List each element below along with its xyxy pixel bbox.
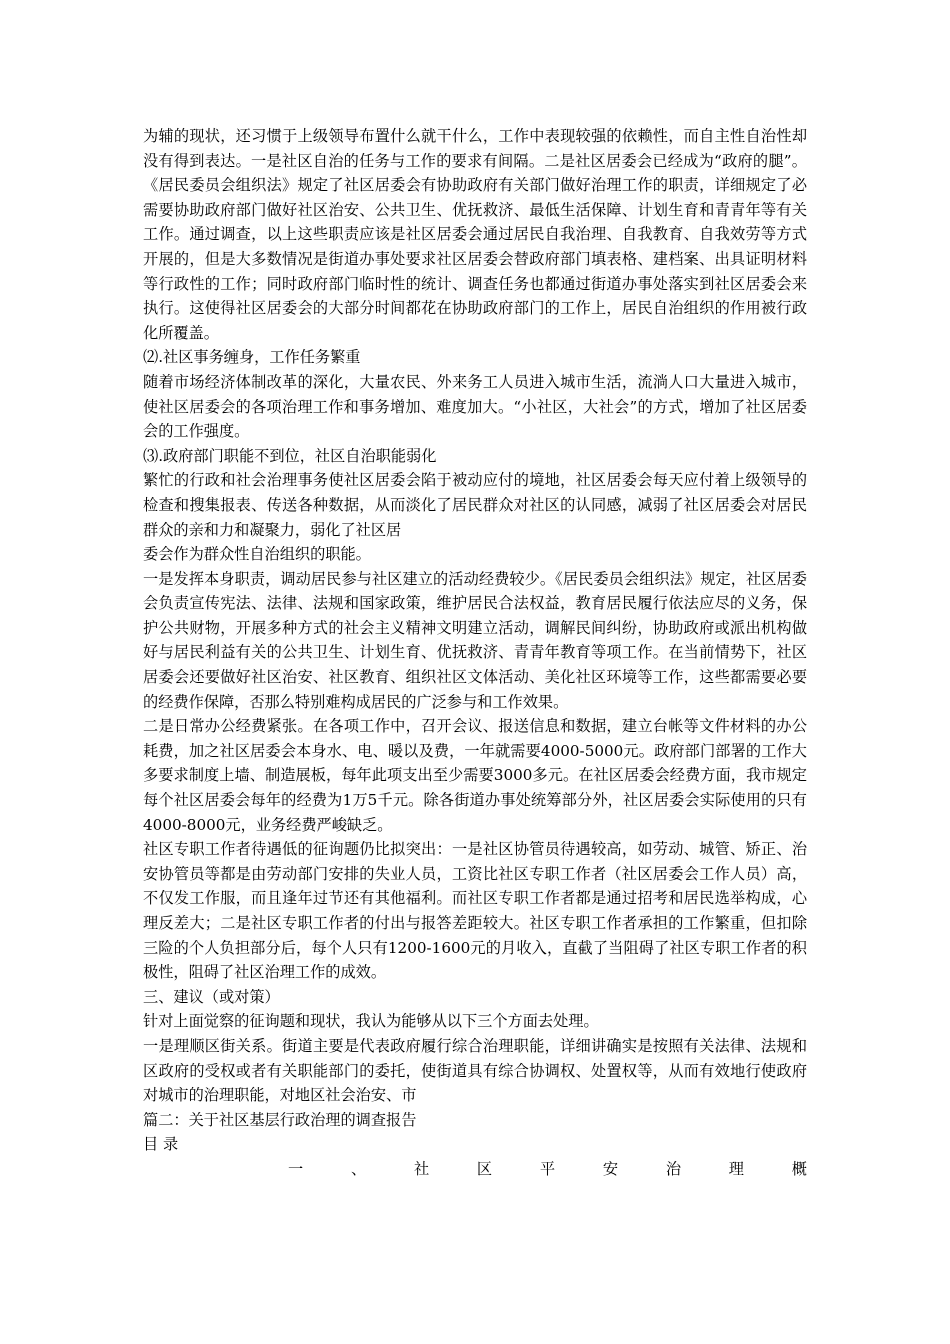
- toc-char: 治: [665, 1159, 681, 1178]
- toc-heading: 目 录: [143, 1135, 179, 1154]
- paragraph-continuation: 委会作为群众性自治组织的职能。: [143, 545, 371, 564]
- paragraph-intro: 为辅的现状，还习惯于上级领导布置什么就干什么，工作中表现较强的依赖性，而自主性自治性却没有得到表达。一是社区自治的任务与工作的要求有间隔。二是社区居委会已经成为“政府的腿”。《居民委员会组织法》规定了社区居委会有协助政府有关部门做好治理工作的职责，详细规定了必需要协助政府部门做好社区治安、公共卫生、优抚救济、最低生活保障、计划生育和青青年等有关工作。通过调查，以上这些职责应该是社区居委会通过居民自我治理、自我教育、自我效劳等方式开展的，但是大多数情况是街道办事处要求社区居委会替政府部门填表格、建档案、出具证明材料等行政性的工作；同时政府部门临时性的统计、调查任务也都通过街道办事处落实到社区居委会来执行。这使得社区居委会的大部分时间都花在协助政府部门的工作上，居民自治组织的作用被行政化所覆盖。: [143, 127, 807, 342]
- toc-char: 概: [791, 1159, 807, 1178]
- toc-entry-1: [143, 1157, 807, 1182]
- document-body: [143, 124, 807, 1182]
- paragraph-government-functions: 繁忙的行政和社会治理事务使社区居委会陷于被动应付的境地，社区居委会每天应付着上级领导的检查和搜集报表、传送各种数据，从而淡化了居民群众对社区的认同感，减弱了社区居委会对居民群众的亲和力和凝聚力，弱化了社区居: [143, 471, 807, 539]
- toc-char: 一: [288, 1159, 304, 1178]
- part-two-title: 篇二：关于社区基层行政治理的调查报告: [143, 1110, 417, 1129]
- toc-char: 、: [350, 1159, 367, 1178]
- paragraph-suggestion-1: 一是理顺区街关系。街道主要是代表政府履行综合治理职能，详细讲确实是按照有关法律、法规和区政府的受权或者有关职能部门的委托，使街道具有综合协调权、处置权等，从而有效地行使政府对城市的治理职能，对地区社会治安、市: [143, 1036, 807, 1105]
- toc-char: 安: [602, 1159, 619, 1178]
- paragraph-suggestions-intro: 针对上面觉察的征询题和现状，我认为能够从以下三个方面去处理。: [143, 1012, 599, 1031]
- subheading-2: ⑵.社区事务缠身，工作任务繁重: [143, 348, 361, 367]
- toc-char: 理: [728, 1159, 744, 1178]
- section-heading-suggestions: 三、建议（或对策）: [143, 987, 280, 1006]
- paragraph-office-funds: 二是日常办公经费紧张。在各项工作中，召开会议、报送信息和数据，建立台帐等文件材料的办公耗费，加之社区居委会本身水、电、暖以及费，一年就需要4000-5000元。政府部门部署的工作大多要求制度上墙、制造展板，每年此项支出至少需要3000多元。在社区居委会经费方面，我市规定每个社区居委会每年的经费为1万5千元。除各街道办事处统筹部分外，社区居委会实际使用的只有4000-8000元，业务经费严峻缺乏。: [143, 717, 807, 834]
- toc-char: 平: [539, 1159, 556, 1178]
- subheading-3: ⑶.政府部门职能不到位，社区自治职能弱化: [143, 446, 437, 465]
- toc-char: 区: [476, 1159, 493, 1178]
- toc-char: 社: [413, 1159, 430, 1178]
- paragraph-activity-funds: 一是发挥本身职责，调动居民参与社区建立的活动经费较少。《居民委员会组织法》规定，社区居委会负责宣传宪法、法律、法规和国家政策，维护居民合法权益，教育居民履行依法应尽的义务，保护公共财物，开展多种方式的社会主义精神文明建立活动，调解民间纠纷，协助政府或派出机构做好与居民利益有关的公共卫生、计划生育、优抚救济、青青年教育等项工作。在当前情势下，社区居委会还要做好社区治安、社区教育、组织社区文体活动、美化社区环境等工作，这些都需要必要的经费作保障，否那么特别难构成居民的广泛参与和工作效果。: [143, 569, 807, 711]
- paragraph-community-affairs: 随着市场经济体制改革的深化，大量农民、外来务工人员进入城市生活，流淌人口大量进入城市，使社区居委会的各项治理工作和事务增加、难度加大。“小社区，大社会”的方式，增加了社区居委会的工作强度。: [143, 372, 807, 441]
- paragraph-worker-pay: 社区专职工作者待遇低的征询题仍比拟突出：一是社区协管员待遇较高，如劳动、城管、矫正、治安协管员等都是由劳动部门安排的失业人员，工资比社区专职工作者（社区居委会工作人员）高，不仅发工作服，而且逢年过节还有其他福利。而社区专职工作者都是通过招考和居民选举构成，心理反差大；二是社区专职工作者的付出与报答差距较大。社区专职工作者承担的工作繁重，但扣除三险的个人负担部分后，每个人只有1200-1600元的月收入，直截了当阻碍了社区专职工作者的积极性，阻碍了社区治理工作的成效。: [143, 840, 807, 982]
